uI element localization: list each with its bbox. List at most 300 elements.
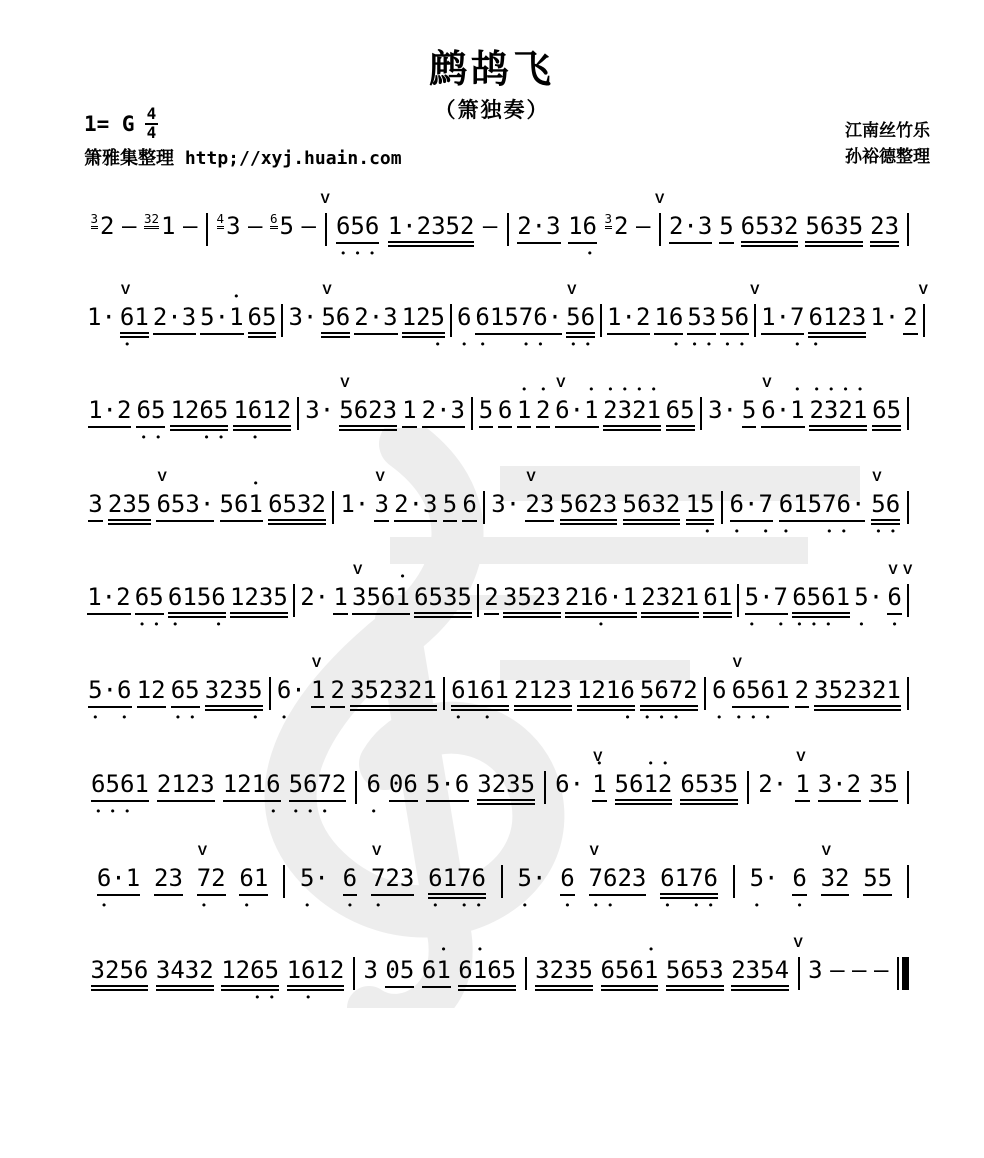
note-digit: • 1 (248, 491, 262, 519)
measure (298, 561, 474, 618)
note-group (305, 397, 334, 426)
note-group (475, 304, 562, 335)
note-digit: 6 • (248, 397, 262, 425)
note-group (795, 748, 810, 802)
note-group (745, 584, 788, 615)
note-digit: 5 (848, 212, 864, 240)
note-digit: 2 (835, 864, 850, 892)
note-digit: 2 (591, 676, 606, 704)
dot-augmentation: · (102, 676, 118, 704)
note-group (270, 213, 294, 242)
note-digit: 6 • (821, 584, 835, 612)
note-digit: 2 (670, 583, 685, 611)
note-digit: 6 (600, 956, 615, 984)
note-group (660, 865, 718, 899)
barline (750, 281, 760, 338)
note-group (451, 677, 509, 711)
note-group (156, 957, 214, 991)
dot-augmentation: · (319, 396, 335, 424)
note-group (484, 584, 498, 615)
note-digit: 5 (399, 956, 415, 984)
note-digit: 2 (846, 770, 862, 798)
dot-augmentation: · (408, 490, 424, 518)
note-digit: 6 (740, 212, 756, 240)
barline (332, 491, 334, 525)
note-digit: • 1 (592, 771, 606, 799)
note-group (623, 491, 681, 525)
note-digit: 5 (321, 303, 336, 331)
grace-note (270, 213, 278, 229)
note-digit: 2 (794, 676, 810, 704)
note-group (388, 213, 475, 247)
barline (733, 865, 735, 899)
note-digit: 5 (442, 490, 458, 518)
dash-hold: — (852, 956, 867, 984)
note-digit: 6 (555, 396, 570, 424)
note-digit: 5 (614, 956, 630, 984)
note-group (136, 397, 165, 428)
note-group (300, 865, 329, 894)
note-group (719, 213, 733, 244)
note-digit: 1 (125, 864, 141, 892)
measure (726, 468, 904, 525)
note-digit: 5 (219, 490, 234, 518)
note-digit: 7 • (790, 304, 804, 332)
breath-mark-icon: V (903, 561, 913, 577)
note-digit: 3 • (702, 304, 716, 332)
note-group (565, 584, 637, 618)
note-digit: 2 (871, 676, 887, 704)
note-group (230, 584, 288, 618)
barline (525, 957, 527, 991)
note-digit: 5 • (745, 584, 759, 612)
note-group (730, 491, 773, 522)
measure (488, 468, 718, 525)
score-line (85, 561, 913, 618)
note-digit: 1 (161, 212, 176, 240)
measure (302, 374, 468, 431)
note-group (560, 865, 574, 896)
note-digit: 6 • (457, 304, 471, 332)
note-digit: 7 • (589, 865, 603, 893)
grace-note (144, 213, 159, 229)
measure (85, 957, 350, 991)
note-group (555, 771, 584, 800)
breath-mark-icon: V (311, 654, 322, 670)
breath-mark-icon: V (567, 281, 577, 297)
note-digit: 2 (184, 396, 200, 424)
dot-augmentation: · (547, 303, 563, 331)
note-group (603, 397, 661, 431)
note-group (223, 771, 281, 802)
note-digit: 5 (694, 956, 710, 984)
barline (281, 304, 283, 338)
note-digit: 5 • (746, 677, 760, 705)
note-digit: 6 • (171, 677, 185, 705)
note-digit: 1 (761, 303, 776, 331)
note-group (517, 213, 560, 244)
note-digit: 1 (170, 396, 185, 424)
note-group (808, 304, 866, 338)
note-digit: 5 (457, 583, 472, 611)
note-group (336, 213, 379, 244)
note-digit: • 2 (658, 771, 672, 799)
note-group (517, 397, 531, 428)
note-digit: 6 (454, 770, 470, 798)
note-digit: 6 • (135, 584, 149, 612)
note-digit: 1 (87, 583, 102, 611)
note-digit: • 1 (395, 584, 409, 612)
note-group (248, 213, 262, 242)
note-digit: 2 (731, 956, 746, 984)
note-digit: 3 (709, 956, 724, 984)
note-group (171, 677, 200, 708)
note-digit: 5 (723, 770, 739, 798)
note-digit: 6 (872, 396, 887, 424)
note-digit: 5 (863, 864, 878, 892)
note-digit: 2 (416, 303, 431, 331)
note-digit: 7 • (197, 865, 211, 893)
note-group (340, 491, 369, 520)
note-digit: 2 (300, 583, 315, 611)
note-digit: 5 • (88, 677, 102, 705)
note-digit: • 1 (790, 397, 804, 425)
note-digit: 2 (330, 676, 345, 704)
note-group (498, 397, 512, 428)
note-digit: 5 (339, 396, 354, 424)
note-digit: 5 • (185, 677, 199, 705)
note-digit: 6 • (239, 865, 253, 893)
note-digit: 7 • (519, 304, 533, 332)
note-digit: 2 (617, 864, 632, 892)
note-digit: 3 (393, 676, 408, 704)
measure (549, 748, 744, 805)
note-group (654, 304, 683, 335)
measure (330, 213, 504, 247)
note-group (302, 213, 316, 242)
note-digit: 6 (680, 956, 695, 984)
note-group (220, 491, 263, 522)
barline (507, 213, 509, 247)
dot-augmentation: · (532, 864, 547, 892)
note-group (525, 468, 555, 522)
measure (337, 468, 480, 522)
barline (907, 771, 909, 805)
note-digit: 2 (531, 583, 547, 611)
breath-mark-icon: V (888, 561, 898, 577)
note-digit: 3 (884, 212, 900, 240)
note-digit: 6 (573, 490, 589, 518)
note-digit: 2 (104, 956, 120, 984)
note-group (808, 957, 822, 986)
note-digit: 3 (431, 212, 446, 240)
note-digit: 1 (622, 583, 638, 611)
measure (759, 304, 920, 338)
breath-mark-icon: V (762, 374, 772, 390)
note-digit: 2 (459, 212, 475, 240)
note-group (805, 213, 863, 247)
note-digit: 1 (489, 303, 505, 331)
note-digit: 5 (279, 212, 294, 240)
note-digit: 3 (383, 303, 398, 331)
note-group (205, 677, 263, 711)
note-group (779, 491, 866, 522)
note-digit: 7 • (457, 865, 471, 893)
note-digit: 3 (352, 583, 367, 611)
note-digit: 6 • (560, 865, 574, 893)
note-digit: 3 (305, 396, 320, 424)
note-digit: 6 • (620, 677, 634, 705)
note-group (852, 957, 866, 986)
barline (700, 397, 702, 431)
dot-augmentation: · (436, 396, 451, 424)
note-digit: 1 (774, 676, 790, 704)
breath-mark-icon: V (371, 842, 382, 858)
measure (85, 677, 266, 711)
note-group (330, 677, 344, 708)
breath-mark-icon: V (655, 190, 665, 206)
barline (737, 584, 739, 618)
note-digit: 6 (247, 303, 262, 331)
barline (471, 397, 473, 431)
note-digit: 1 (253, 864, 269, 892)
note-group (712, 677, 726, 706)
measure (448, 677, 701, 711)
note-digit: 2 (151, 211, 160, 226)
note-digit: 1 (134, 303, 149, 331)
note-group (666, 957, 724, 991)
note-group (156, 468, 215, 522)
note-digit: 1 (315, 956, 330, 984)
note-group (814, 677, 901, 711)
measure (803, 957, 894, 986)
note-digit: 3 (90, 211, 99, 226)
note-group (108, 491, 151, 525)
score-line (85, 654, 912, 711)
note-digit: 2 (219, 676, 234, 704)
note-digit: 3 (399, 864, 415, 892)
dot-augmentation: · (621, 303, 636, 331)
note-digit: 6 • (654, 677, 668, 705)
note-digit: 1 (674, 864, 690, 892)
note-group (385, 957, 414, 988)
note-digit: 7 • (689, 865, 703, 893)
note-digit: 2 (635, 303, 651, 331)
grace-note (217, 213, 225, 229)
note-group (168, 584, 226, 618)
note-group (577, 677, 635, 711)
note-group (615, 771, 673, 805)
note-digit: 5 (883, 770, 898, 798)
note-digit: • 1 (647, 397, 661, 425)
note-digit: 3 (350, 676, 365, 704)
note-digit: 3 (502, 583, 518, 611)
note-digit: 2 (843, 676, 858, 704)
note-digit: 7 • (371, 865, 385, 893)
note-group (870, 304, 899, 333)
note-digit: 3 (200, 770, 215, 798)
note-group (640, 677, 698, 711)
note-digit: 1 (870, 303, 885, 331)
note-group (457, 304, 471, 333)
credit-arranger: 孙裕德整理 (845, 147, 930, 167)
note-digit: 2 (151, 676, 166, 704)
note-digit: 5 (760, 956, 775, 984)
note-digit: 5 (614, 770, 629, 798)
note-digit: 6 • (277, 677, 291, 705)
measure (85, 842, 280, 896)
note-group (239, 865, 268, 896)
note-group (741, 213, 799, 247)
note-digit: 3 (288, 303, 303, 331)
barline (907, 397, 909, 431)
note-digit: 1 (134, 770, 149, 798)
note-digit: 6 • (887, 584, 901, 612)
note-digit: 5 (559, 490, 574, 518)
note-digit: 2 (416, 212, 432, 240)
breath-mark-icon: V (375, 468, 385, 484)
note-group (426, 771, 469, 802)
note-group (374, 468, 389, 522)
note-group (536, 397, 550, 428)
note-group (601, 957, 659, 991)
note-digit: 6 • (735, 304, 749, 332)
dash-hold: — (122, 212, 137, 240)
note-group (233, 397, 291, 431)
note-digit: 3 (442, 583, 458, 611)
note-digit: 2 (153, 864, 169, 892)
note-group (809, 397, 867, 431)
note-digit: 6 • (792, 584, 806, 612)
note-digit: 3 (820, 864, 836, 892)
measure (705, 374, 904, 431)
note-digit: 1 (576, 676, 592, 704)
dot-augmentation: · (101, 303, 116, 331)
note-digit: 3 (185, 490, 200, 518)
note-digit: 5 (719, 212, 734, 240)
note-digit: 2 (354, 303, 369, 331)
note-digit: 3 (168, 864, 183, 892)
note-digit: 6 • (837, 491, 851, 519)
note-digit: 2 (116, 583, 131, 611)
note-digit: 2 (276, 396, 292, 424)
score-line (85, 842, 912, 899)
note-group (870, 213, 899, 247)
barline (450, 304, 452, 338)
note-group (503, 584, 561, 618)
measure (211, 213, 322, 242)
note-group (354, 304, 397, 335)
note-group (287, 957, 345, 991)
measure (506, 842, 730, 899)
barline (704, 677, 706, 711)
note-digit: 6 • (97, 865, 111, 893)
note-group (443, 491, 457, 522)
score-line (85, 468, 912, 525)
note-group (731, 957, 789, 991)
note-digit: 5 (504, 303, 519, 331)
note-digit: 1 (835, 583, 851, 611)
note-digit: 6 • (732, 677, 746, 705)
note-digit: 4 (774, 956, 790, 984)
note-digit: • 1 (853, 397, 867, 425)
note-group (422, 397, 465, 428)
note-digit: 1 (286, 956, 302, 984)
note-digit: 6 • (669, 304, 683, 332)
note-digit: 6 • (533, 304, 547, 332)
note-digit: 6 • (792, 865, 806, 893)
breath-mark-icon: V (353, 561, 363, 577)
note-digit: 3 (477, 770, 492, 798)
note-digit: 6 • (779, 491, 793, 519)
note-digit: 1 (387, 212, 403, 240)
note-digit: 1 (442, 864, 458, 892)
note-group (758, 771, 787, 800)
note-digit: 3 (535, 956, 550, 984)
note-digit: 3 (769, 212, 784, 240)
dot-augmentation: · (772, 770, 788, 798)
note-digit: 2 (156, 770, 172, 798)
note-digit: 7 • (774, 584, 788, 612)
note-digit: 1 (465, 676, 480, 704)
barline (907, 865, 909, 899)
note-digit: 6 • (336, 213, 350, 241)
note-digit: 5 (200, 303, 215, 331)
barline (918, 281, 928, 338)
note-digit: 2 (665, 490, 681, 518)
note-digit: 2 (237, 770, 252, 798)
dot-augmentation: · (402, 212, 417, 240)
dot-augmentation: · (608, 583, 623, 611)
note-digit: 6 • (808, 304, 822, 332)
note-group (669, 213, 712, 244)
note-group (641, 584, 699, 618)
barline (747, 771, 749, 805)
note-digit: 6 (637, 490, 652, 518)
note-group (288, 304, 317, 333)
note-group (872, 397, 901, 431)
dot-augmentation: · (302, 303, 318, 331)
dot-augmentation: · (569, 770, 585, 798)
note-digit: 2 (385, 864, 400, 892)
measure (85, 397, 294, 431)
note-digit: 3 (155, 956, 171, 984)
note-digit: 3 (631, 864, 647, 892)
note-digit: 1 (795, 770, 810, 798)
note-digit: 1 (340, 490, 355, 518)
note-digit: 3 (539, 490, 555, 518)
note-digit: 5 (680, 396, 695, 424)
note-digit: 4 (216, 211, 225, 226)
note-group (792, 584, 850, 618)
note-digit: • 1 (644, 957, 658, 985)
note-group (761, 374, 805, 428)
barline (283, 865, 285, 899)
note-group (750, 865, 779, 894)
note-digit: 6 (353, 396, 369, 424)
note-digit: 2 (116, 396, 132, 424)
note-digit: 5 (445, 212, 460, 240)
note-digit: 3 (697, 212, 713, 240)
barline (501, 865, 503, 899)
note-digit: 3 (655, 583, 671, 611)
note-digit: 1 (171, 770, 186, 798)
note-group (592, 748, 607, 802)
note-digit: 5 (478, 396, 494, 424)
note-group (157, 771, 215, 802)
note-digit: 5 (366, 583, 381, 611)
note-digit: 6 • (343, 865, 357, 893)
